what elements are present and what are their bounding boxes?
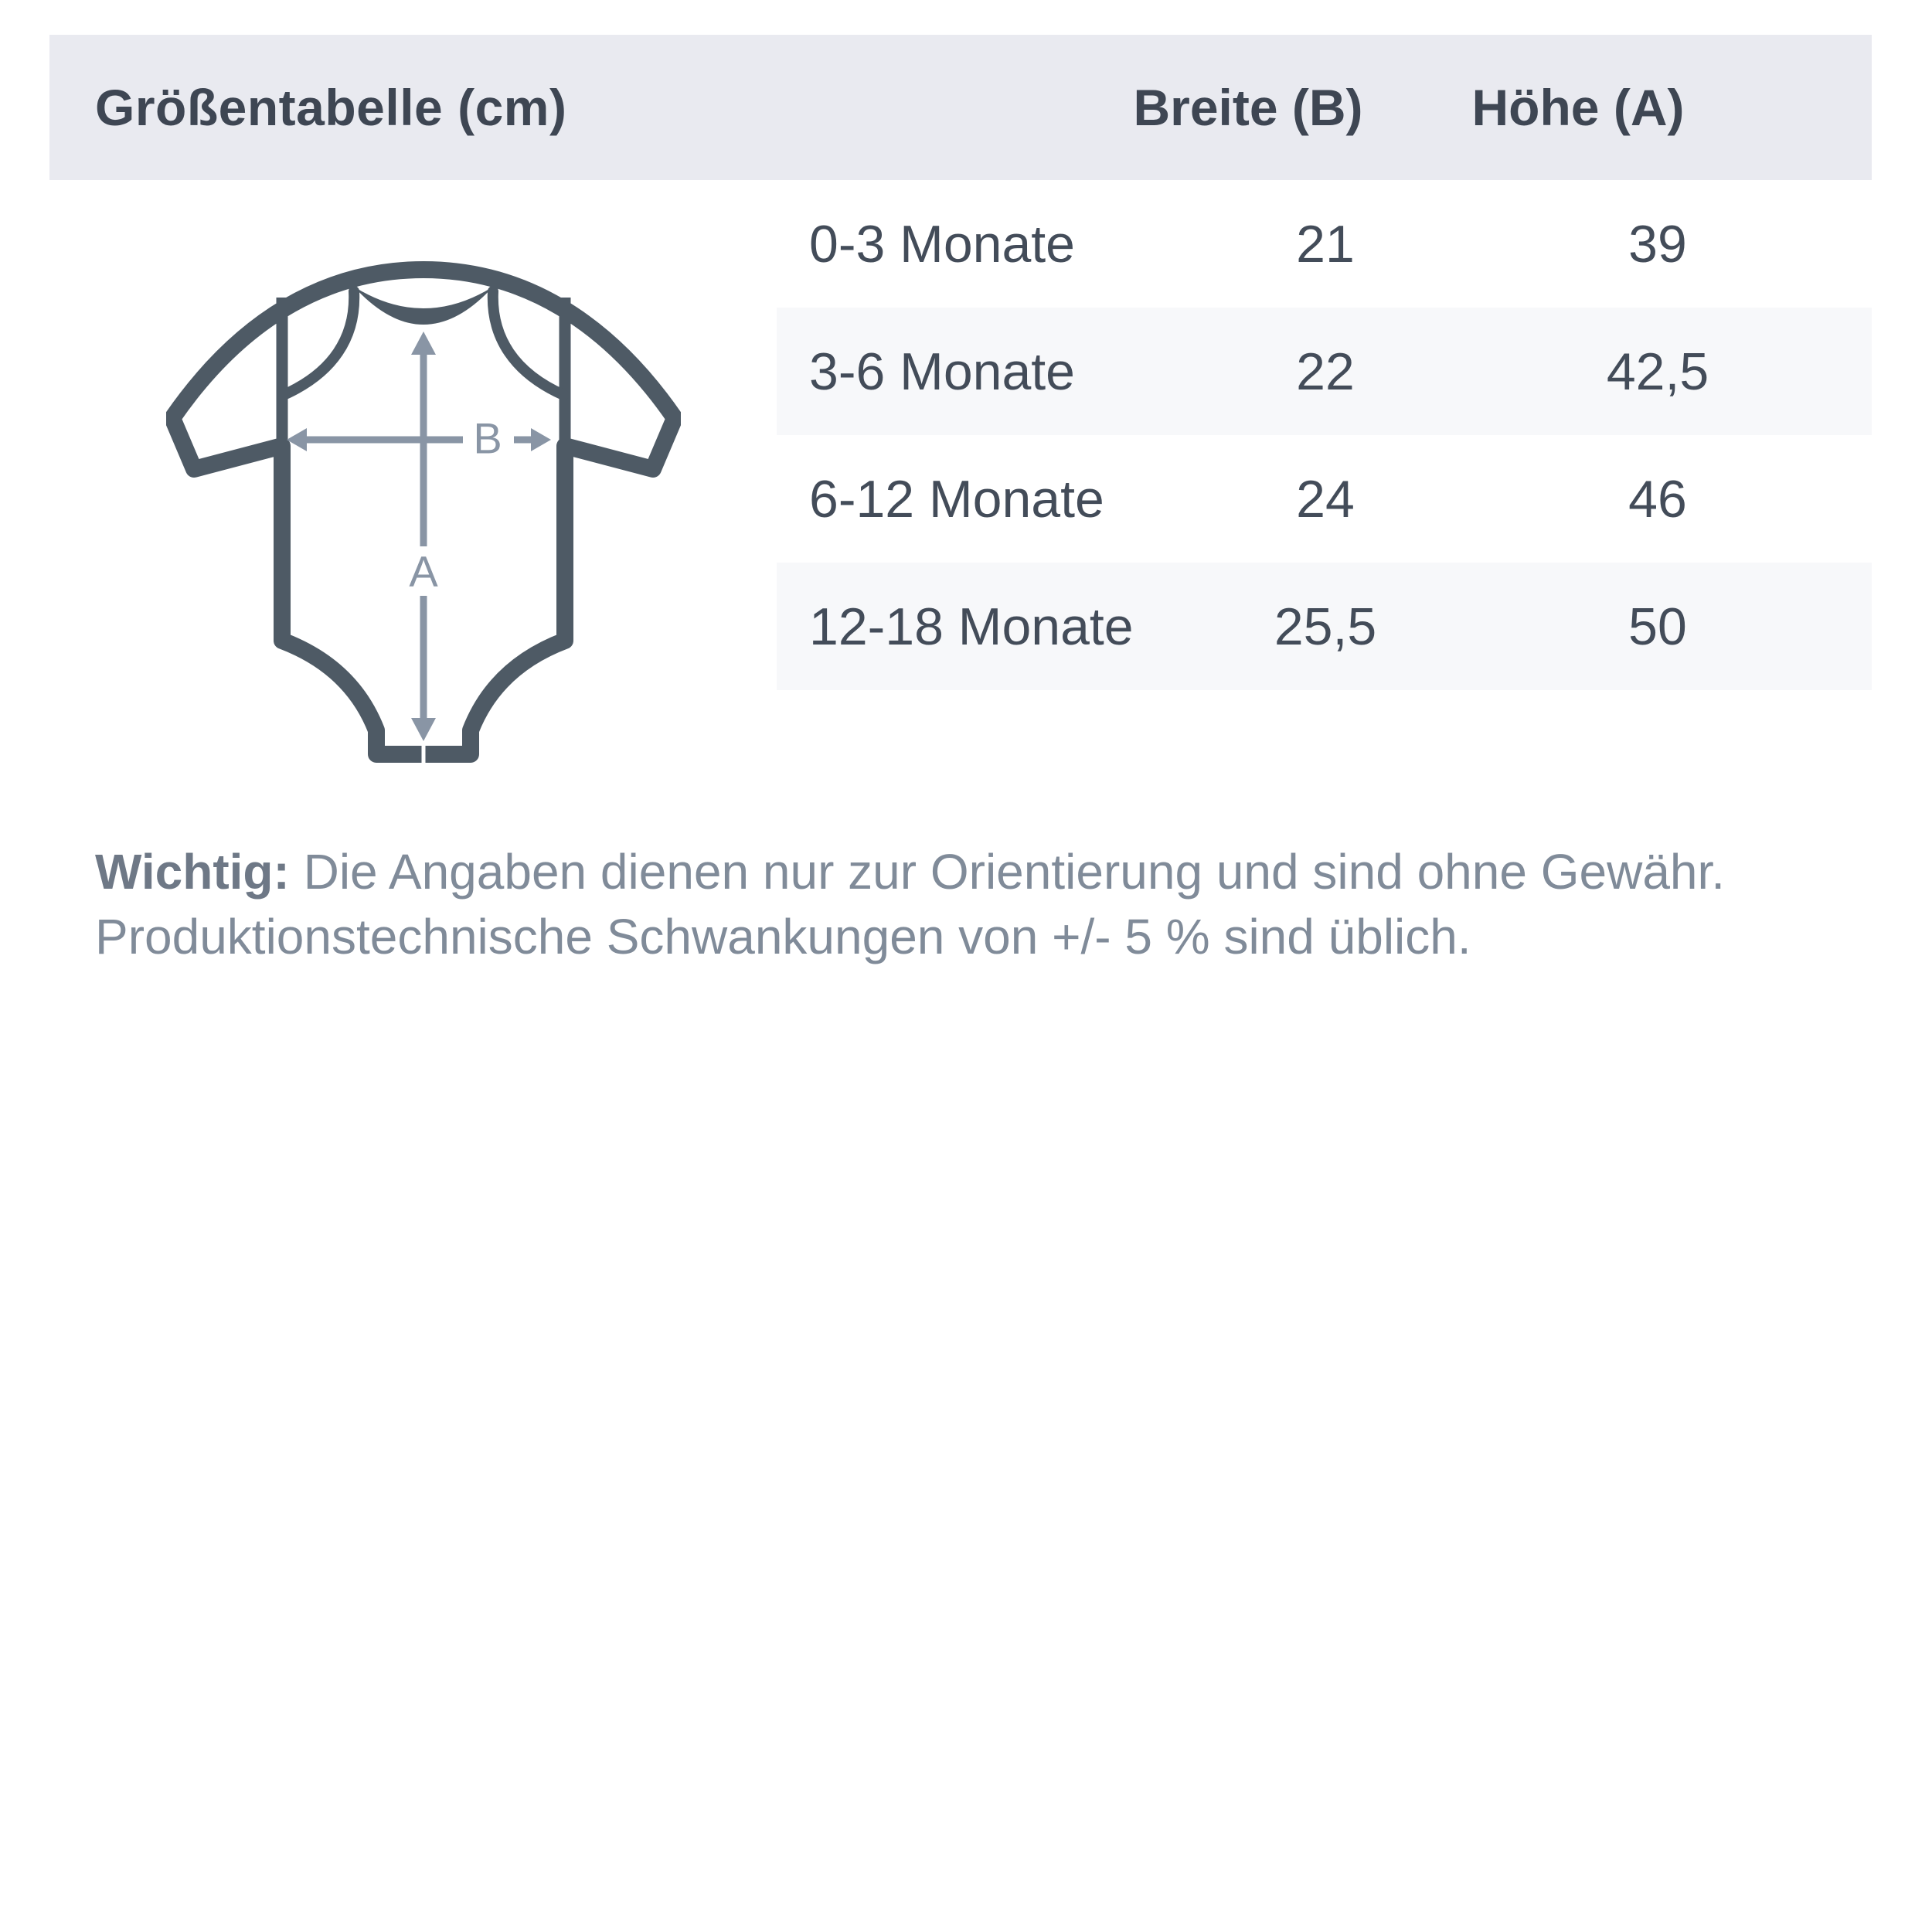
height-value: 46 <box>1628 469 1687 529</box>
bodysuit-diagram <box>166 259 681 766</box>
disclaimer-note <box>95 839 1872 969</box>
width-arrow-label: B <box>473 413 502 463</box>
table-row <box>777 563 1872 690</box>
width-arrow <box>287 428 551 451</box>
size-label: 0-3 Monate <box>809 214 1075 274</box>
height-value: 50 <box>1628 597 1687 656</box>
size-label: 6-12 Monate <box>809 469 1104 529</box>
column-header-height: Höhe (A) <box>1471 79 1685 136</box>
size-table-body <box>777 180 1872 690</box>
table-header <box>49 35 1872 180</box>
column-header-width: Breite (B) <box>1133 79 1363 136</box>
height-arrow <box>411 332 436 741</box>
height-value: 42,5 <box>1606 342 1709 401</box>
collar-band <box>354 287 493 325</box>
table-row <box>777 435 1872 563</box>
size-label: 3-6 Monate <box>809 342 1075 401</box>
width-value: 24 <box>1296 469 1355 529</box>
disclaimer-line-1-text: Die Angaben dienen nur zur Orientierung und sind ohne Gewähr. <box>289 844 1726 900</box>
height-arrow-label: A <box>409 546 438 596</box>
table-row <box>777 180 1872 308</box>
size-label: 12-18 Monate <box>809 597 1134 656</box>
width-value: 22 <box>1296 342 1355 401</box>
table-row <box>777 308 1872 435</box>
table-title: Größentabelle (cm) <box>95 79 567 136</box>
disclaimer-line-2: Produktionstechnische Schwankungen von +/- 5 % sind üblich. <box>95 909 1471 964</box>
disclaimer-bold-prefix: Wichtig: <box>95 844 290 900</box>
width-value: 21 <box>1296 214 1355 274</box>
height-value: 39 <box>1628 214 1687 274</box>
width-value: 25,5 <box>1274 597 1377 656</box>
disclaimer-line-1 <box>95 839 1872 904</box>
